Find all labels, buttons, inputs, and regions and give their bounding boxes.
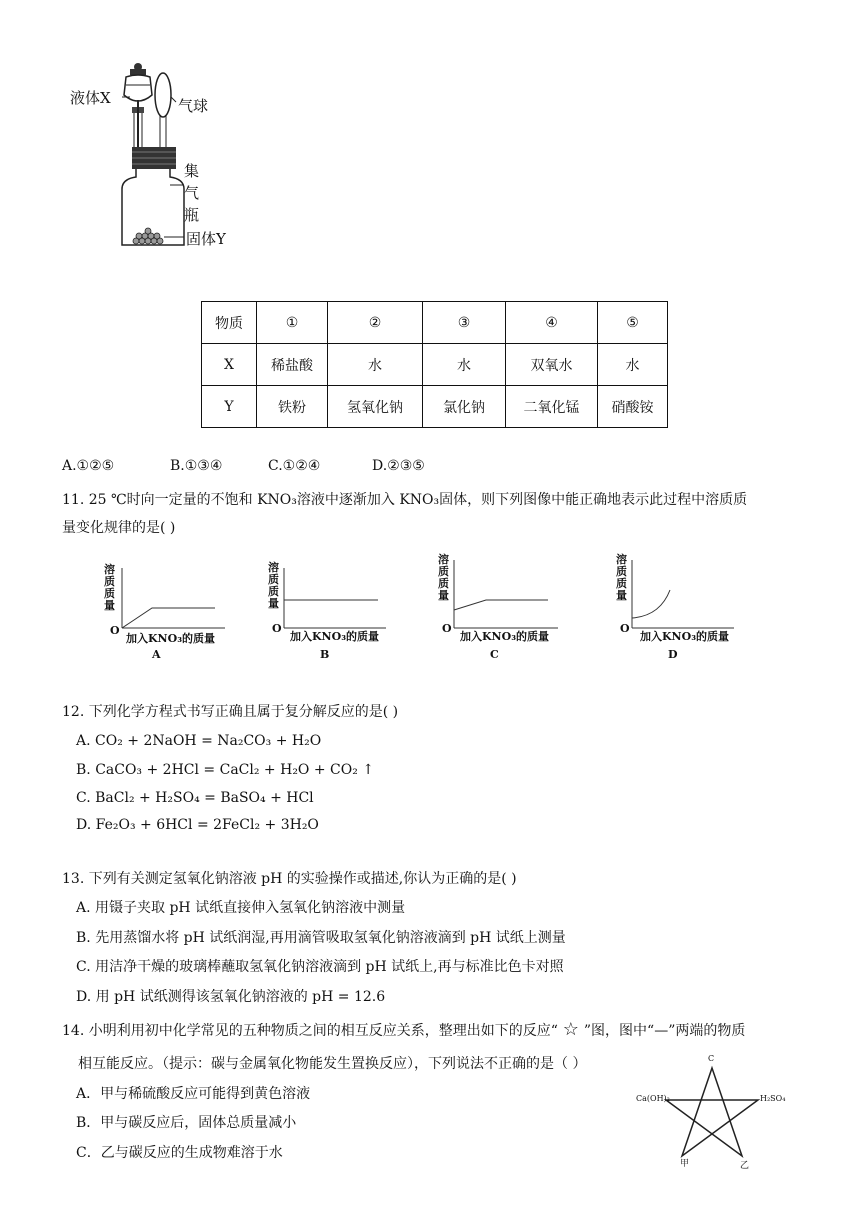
q12-option-d: D. Fe₂O₃ + 6HCl = 2FeCl₂ + 3H₂O [76,817,319,833]
graph-a-xlabel: 加入KNO₃的质量 [126,632,216,645]
q14-stem-part2: ”图，图中“—”两端的物质 [583,1023,746,1039]
q13-option-a: A. 用镊子夹取 pH 试纸直接伸入氢氧化钠溶液中测量 [76,900,406,916]
q11-stem-line1: 11. 25 ℃时向一定量的不饱和 KNO₃溶液中逐渐加入 KNO₃固体，则下列图像中能正确地表示此过程中溶质质 [62,492,748,508]
q12-stem: 12. 下列化学方程式书写正确且属于复分解反应的是( ) [62,704,399,720]
star-node-bottom-left: 甲 [680,1159,690,1169]
q13-option-b: B. 先用蒸馏水将 pH 试纸润湿,再用滴管吸取氢氧化钠溶液滴到 pH 试纸上测量 [76,930,566,946]
graph-c-letter: C [490,648,499,661]
graph-b-letter: B [320,648,330,661]
q12-option-c: C. BaCl₂ + H₂SO₄ = BaSO₄ + HCl [76,790,314,806]
q14-option-c: C．乙与碳反应的生成物难溶于水 [76,1145,283,1161]
table-cell: 双氧水 [506,344,598,386]
star-node-top: C [708,1054,715,1063]
graph-d-origin: O [620,622,630,635]
balloon-label: 气球 [178,97,209,115]
table-cell: ③ [423,302,506,344]
graph-d-plot [616,552,746,636]
table-cell: X [202,344,257,386]
bottle-label-1: 集 [184,162,200,180]
table-cell: ⑤ [598,302,668,344]
table-cell: 二氧化锰 [506,386,598,428]
table-cell: 稀盐酸 [257,344,328,386]
table-cell: 氯化钠 [423,386,506,428]
graph-b-ylabel: 溶 质 质 量 [268,561,279,610]
q13-stem: 13. 下列有关测定氢氧化钠溶液 pH 的实验操作或描述,你认为正确的是( ) [62,871,517,887]
apparatus-drawing [60,55,260,255]
liquid-x-label: 液体X [70,89,111,107]
table-row [202,386,668,428]
q14-stem-line1 [62,1020,745,1041]
q10-option-d: D.②③⑤ [372,458,425,474]
graph-a-ylabel: 溶 质 质 量 [104,563,115,612]
graph-a-origin: O [110,624,120,637]
q11-stem-line2: 量变化规律的是( ) [62,520,176,536]
star-node-left: Ca(OH)₂ [636,1094,670,1103]
table-cell: ② [328,302,423,344]
q10-option-b: B.①③④ [170,458,223,474]
table-row [202,344,668,386]
table-cell: 铁粉 [257,386,328,428]
q11-graph-d [616,552,746,660]
table-cell: 硝酸铵 [598,386,668,428]
q10-option-a: A.①②⑤ [62,458,115,474]
substance-table [201,301,668,428]
graph-d-letter: D [668,648,678,661]
q11-graph-c [436,552,566,660]
table-header-row [202,302,668,344]
q14-option-a: A．甲与稀硫酸反应可能得到黄色溶液 [76,1086,311,1102]
graph-c-ylabel: 溶 质 质 量 [438,553,449,602]
graph-a-letter: A [152,648,161,661]
table-cell: ① [257,302,328,344]
solid-y-label: 固体Y [186,230,226,248]
bottle-label-3: 瓶 [184,206,200,224]
q11-graph-a [100,560,230,660]
star-inline-icon: ☆ [562,1019,579,1040]
table-cell: 水 [598,344,668,386]
graph-c-origin: O [442,622,452,635]
q11-graph-b [266,560,396,660]
graph-d-xlabel: 加入KNO₃的质量 [640,630,730,643]
q14-option-b: B．甲与碳反应后，固体总质量减小 [76,1115,297,1131]
q13-option-c: C. 用洁净干燥的玻璃棒蘸取氢氧化钠溶液滴到 pH 试纸上,再与标准比色卡对照 [76,959,564,975]
star-drawing [636,1058,796,1170]
q12-option-b: B. CaCO₃ + 2HCl = CaCl₂ + H₂O + CO₂ ↑ [76,762,375,778]
q13-option-d: D. 用 pH 试纸测得该氢氧化钠溶液的 pH = 12.6 [76,989,386,1005]
graph-d-ylabel: 溶 质 质 量 [616,553,627,602]
table-cell: Y [202,386,257,428]
graph-b-xlabel: 加入KNO₃的质量 [290,630,380,643]
table-cell: ④ [506,302,598,344]
graph-c-xlabel: 加入KNO₃的质量 [460,630,550,643]
star-diagram [636,1054,796,1171]
graph-c-plot [436,552,566,636]
star-node-bottom-right: 乙 [740,1161,750,1171]
graph-b-origin: O [272,622,282,635]
q12-option-a: A. CO₂ + 2NaOH = Na₂CO₃ + H₂O [76,733,322,749]
table-cell: 物质 [202,302,257,344]
table-cell: 水 [423,344,506,386]
q10-option-c: C.①②④ [268,458,321,474]
apparatus-figure [60,55,260,255]
star-node-right: H₂SO₄ [760,1094,786,1103]
q14-stem-line2: 相互能反应。（提示：碳与金属氧化物能发生置换反应），下列说法不正确的是（ ） [78,1056,587,1072]
q14-stem-part1: 14. 小明利用初中化学常见的五种物质之间的相互反应关系，整理出如下的反应“ [62,1023,558,1039]
table-cell: 氢氧化钠 [328,386,423,428]
table-cell: 水 [328,344,423,386]
bottle-label-2: 气 [184,184,200,202]
